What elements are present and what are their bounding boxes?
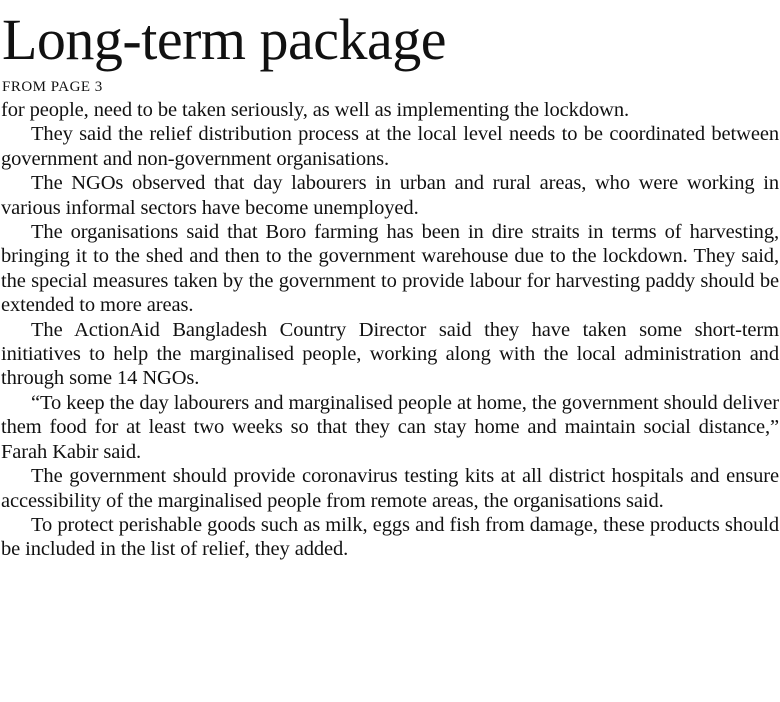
paragraph: They said the relief distribution process at the local level needs to be coordinated between government and non-government organisations.: [1, 123, 779, 170]
article-headline: Long-term package: [2, 7, 447, 72]
paragraph: for people, need to be taken seriously, as well as implementing the lockdown.: [1, 99, 630, 121]
paragraph: The government should provide coronavirus testing kits at all district hospitals and ensure accessibility of the marginalised people from remote areas, the organisations said.: [1, 465, 779, 512]
paragraph: “To keep the day labourers and marginalised people at home, the government should deliver them food for at least two weeks so that they can stay home and maintain social distance,” Farah Kabir said.: [1, 391, 779, 463]
article-body: [1, 98, 779, 562]
paragraph: The organisations said that Boro farming has been in dire straits in terms of harvesting, bringing it to the shed and then to the government warehouse due to the lockdown. They said, the special measures taken by the government to provide labour for harvesting paddy should be extended to more areas.: [1, 221, 779, 317]
paragraph: To protect perishable goods such as milk, eggs and fish from damage, these products should be included in the list of relief, they added.: [1, 513, 779, 561]
paragraph: The NGOs observed that day labourers in urban and rural areas, who were working in various informal sectors have become unemployed.: [1, 172, 779, 219]
jump-line: FROM PAGE 3: [2, 79, 103, 95]
paragraph: The ActionAid Bangladesh Country Director said they have taken some short-term initiatives to help the marginalised people, working along with the local administration and through some 14 NGOs.: [1, 318, 779, 390]
